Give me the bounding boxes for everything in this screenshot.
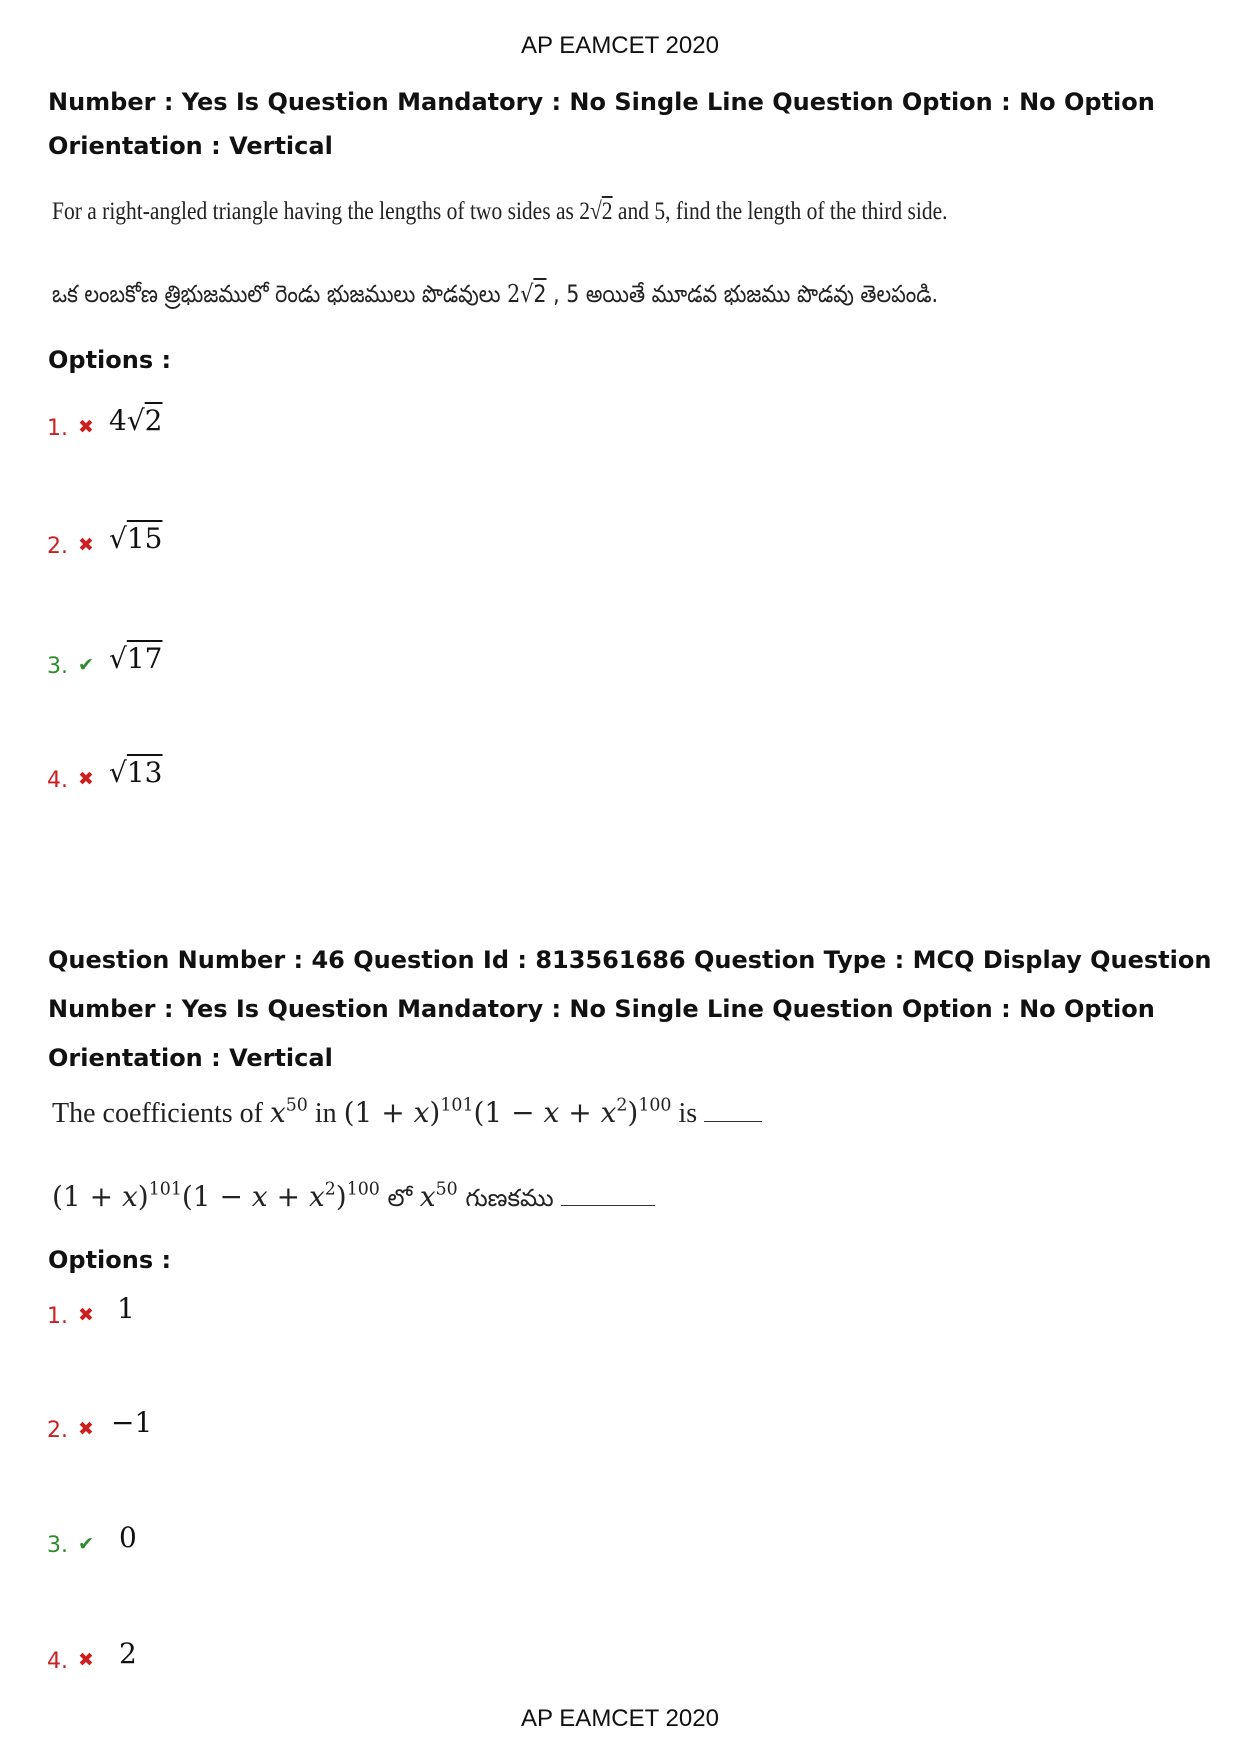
- check-icon: ✔: [78, 654, 94, 676]
- q2-text-en-in: in: [307, 1098, 344, 1129]
- check-icon: ✔: [78, 1533, 94, 1555]
- option-number: 3.: [47, 654, 68, 679]
- sqrt-symbol: √: [589, 198, 602, 225]
- sqrt-symbol: √: [520, 280, 534, 308]
- paren-close: ): [627, 1096, 639, 1129]
- cross-icon: ✖: [78, 534, 94, 556]
- option-value: [109, 642, 162, 675]
- cross-icon: ✖: [78, 1304, 94, 1326]
- q2-text-en-is: is: [671, 1098, 705, 1129]
- option-value: 0: [119, 1521, 137, 1554]
- paren-close: ): [335, 1180, 347, 1213]
- paren-open: (1 +: [52, 1180, 122, 1213]
- var-x: x: [308, 1180, 325, 1213]
- option-number: 1.: [47, 1304, 68, 1329]
- option-radicand: 13: [126, 756, 163, 789]
- exponent: 101: [148, 1179, 182, 1200]
- option-number: 2.: [47, 534, 68, 559]
- exponent: 100: [346, 1179, 380, 1200]
- option-number: 3.: [47, 1533, 68, 1558]
- q1-text-te-coef: 2: [507, 280, 521, 308]
- q1-text-te-rad: 2: [533, 280, 547, 308]
- paren-open: (1 +: [343, 1096, 414, 1129]
- q2-question-telugu: [52, 1180, 655, 1218]
- var-x: x: [269, 1096, 286, 1129]
- option-value: −1: [111, 1406, 153, 1439]
- q2-option-1: [47, 1292, 447, 1332]
- q2-option-4: [47, 1637, 447, 1677]
- q1-option-1: [47, 404, 447, 444]
- exponent: 50: [435, 1179, 458, 1200]
- var-x: x: [419, 1180, 436, 1213]
- q2-text-en-prefix: The coefficients of: [52, 1098, 270, 1129]
- exponent: 2: [324, 1179, 336, 1200]
- q1-option-4: [47, 756, 447, 796]
- q1-text-en-b: and 5, find the length of the third side.: [612, 198, 948, 225]
- paren-close: ): [137, 1180, 149, 1213]
- option-value: 1: [117, 1292, 135, 1325]
- math-expression: [52, 1180, 380, 1213]
- q1-question-telugu: [52, 280, 938, 314]
- poly-plus: +: [267, 1180, 309, 1213]
- var-x: x: [251, 1180, 268, 1213]
- exponent: 100: [638, 1095, 672, 1116]
- q1-options-label: Options :: [48, 346, 172, 374]
- paren-close: ): [429, 1096, 441, 1129]
- var-x: x: [543, 1096, 560, 1129]
- var-x: x: [122, 1180, 138, 1213]
- q2-meta-line3: Orientation : Vertical: [48, 1044, 333, 1072]
- option-coef: 4: [109, 404, 127, 437]
- cross-icon: ✖: [78, 1649, 94, 1671]
- math-expression: [270, 1096, 308, 1129]
- sqrt-symbol: √: [109, 642, 127, 675]
- exponent: 2: [616, 1095, 628, 1116]
- exponent: 101: [440, 1095, 474, 1116]
- q1-question-english: [52, 198, 948, 226]
- cross-icon: ✖: [78, 768, 94, 790]
- option-value: [109, 404, 163, 437]
- option-value: [109, 522, 162, 555]
- poly-plus: +: [559, 1096, 601, 1129]
- q1-meta-line2: Orientation : Vertical: [48, 132, 333, 160]
- answer-blank: [561, 1205, 655, 1206]
- var-x: x: [600, 1096, 617, 1129]
- answer-blank: [704, 1121, 762, 1122]
- q1-meta-line1: Number : Yes Is Question Mandatory : No Single Line Question Option : No Option: [48, 88, 1155, 116]
- math-expression: [420, 1180, 458, 1213]
- option-radicand: 15: [126, 522, 163, 555]
- poly-open: (1 −: [473, 1096, 544, 1129]
- q1-option-2: [47, 522, 447, 562]
- option-value: 2: [119, 1637, 137, 1670]
- sqrt-symbol: √: [109, 756, 127, 789]
- page-header: AP EAMCET 2020: [521, 32, 719, 59]
- q1-text-en-rad: 2: [601, 198, 613, 225]
- option-value: [109, 756, 162, 789]
- q2-text-te-lo: లో: [379, 1184, 420, 1212]
- sqrt-symbol: √: [109, 522, 127, 555]
- q1-text-te-a: ఒక లంబకోణ త్రిభుజములో రెండు భుజములు పొడవులు: [52, 280, 508, 308]
- var-x: x: [413, 1096, 430, 1129]
- q1-text-en-a: For a right-angled triangle having the lengths of two sides as 2: [52, 198, 590, 225]
- q2-option-3: [47, 1521, 447, 1561]
- q1-option-3: [47, 642, 447, 682]
- option-number: 2.: [47, 1418, 68, 1443]
- exponent: 50: [285, 1095, 308, 1116]
- option-radicand: 17: [126, 642, 163, 675]
- option-radicand: 2: [144, 404, 163, 437]
- q2-options-label: Options :: [48, 1246, 172, 1274]
- cross-icon: ✖: [78, 416, 94, 438]
- q2-meta-line1: Question Number : 46 Question Id : 813561686 Question Type : MCQ Display Question: [48, 946, 1212, 974]
- option-number: 1.: [47, 416, 68, 441]
- option-number: 4.: [47, 768, 68, 793]
- page-footer: AP EAMCET 2020: [521, 1705, 719, 1732]
- math-expression: [344, 1096, 672, 1129]
- q2-option-2: [47, 1406, 447, 1446]
- option-number: 4.: [47, 1649, 68, 1674]
- cross-icon: ✖: [78, 1418, 94, 1440]
- sqrt-symbol: √: [126, 404, 145, 437]
- q2-meta-line2: Number : Yes Is Question Mandatory : No Single Line Question Option : No Option: [48, 995, 1155, 1023]
- q2-question-english: [52, 1096, 762, 1130]
- poly-open: (1 −: [181, 1180, 252, 1213]
- q2-text-te-gunakamu: గుణకము: [457, 1184, 562, 1212]
- q1-text-te-b: , 5 అయితే మూడవ భుజము పొడవు తెలపండి.: [546, 280, 939, 308]
